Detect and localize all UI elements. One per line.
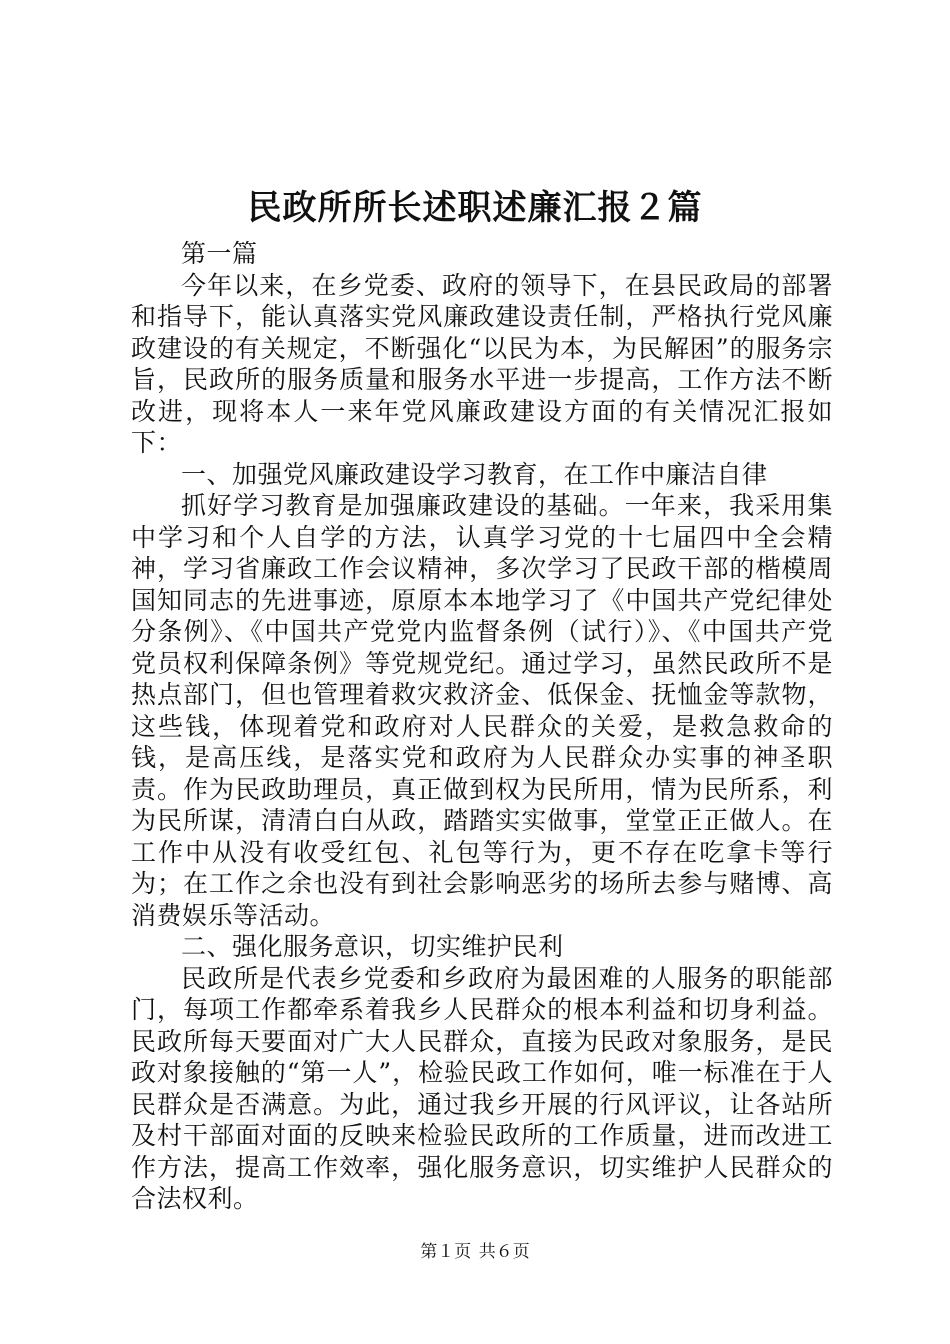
document-title: 民政所所长述职述廉汇报２篇 — [247, 188, 703, 228]
section-heading-one: 一、加强党风廉政建设学习教育，在工作中廉洁自律 — [181, 459, 768, 489]
body-paragraph-service: 民政所是代表乡党委和乡政府为最困难的人服务的职能部门，每项工作都牵系着我乡人民群众的根本利益和切身利益。民政所每天要面对广大人民群众，直接为民政对象服务，是民政对象接触的“第一人”，检验民政工作如何，唯一标准在于人民群众是否满意。为此，通过我乡开展的行风评议，让各站所及村干部面对面的反映来检验民政所的工作质量，进而改进工作方法，提高工作效率，强化服务意识，切实维护人民群众的合法权利。 — [131, 963, 833, 1213]
document-body — [131, 238, 833, 1215]
section-heading-two: 二、强化服务意识，切实维护民利 — [181, 932, 564, 961]
page-number: 第１页 — [420, 1242, 472, 1262]
page-total: 共６页 — [478, 1242, 530, 1262]
body-paragraph-study: 抓好学习教育是加强廉政建设的基础。一年来，我采用集中学习和个人自学的方法，认真学习党的十七届四中全会精神，学习省廉政工作会议精神，多次学习了民政干部的楷模周国知同志的先进事迹，原原本本地学习了《中国共产党纪律处分条例》、《中国共产党党内监督条例（试行）》、《中国共产党党员权利保障条例》等党规党纪。通过学习，虽然民政所不是热点部门，但也管理着救灾救济金、低保金、抚恤金等款物，这些钱，体现着党和政府对人民群众的关爱，是救急救命的钱，是高压线，是落实党和政府为人民群众办实事的神圣职责。作为民政助理员，真正做到权为民所用，情为民所系，利为民所谋，清清白白从政，踏踏实实做事，堂堂正正做人。在工作中从没有收受红包、礼包等行为，更不存在吃拿卡等行为；在工作之余也没有到社会影响恶劣的场所去参与赌博、高消费娱乐等活动。 — [131, 491, 833, 930]
intro-paragraph: 今年以来，在乡党委、政府的领导下，在县民政局的部署和指导下，能认真落实党风廉政建设责任制，严格执行党风廉政建设的有关规定，不断强化“以民为本，为民解困”的服务宗旨，民政所的服务质量和服务水平进一步提高，工作方法不断改进，现将本人一来年党风廉政建设方面的有关情况汇报如下： — [131, 270, 833, 457]
section-heading-part-one: 第一篇 — [181, 239, 258, 268]
page-footer — [0, 1241, 950, 1263]
